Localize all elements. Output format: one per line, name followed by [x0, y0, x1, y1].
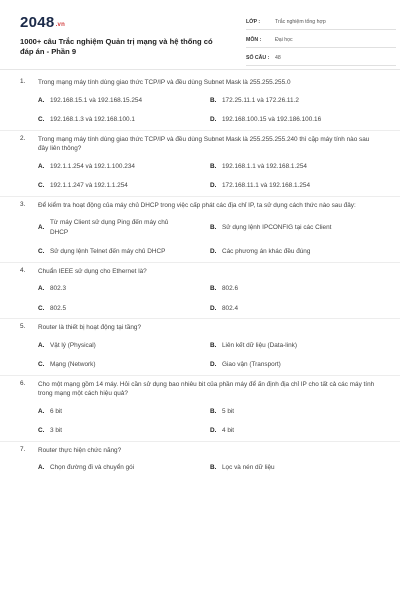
- option-text: 4 bit: [222, 427, 235, 434]
- option-c[interactable]: [38, 181, 210, 191]
- option-letter: B.: [210, 285, 217, 292]
- option-b[interactable]: [210, 96, 382, 106]
- option-text: Từ máy Client sử dụng Ping đến máy chủ DHCP: [50, 219, 169, 236]
- option-text: 802.4: [222, 304, 238, 312]
- option-letter: D.: [210, 304, 217, 312]
- option-b[interactable]: [210, 218, 382, 237]
- option-letter: B.: [210, 407, 217, 415]
- option-d[interactable]: [210, 304, 382, 314]
- option-letter: B.: [210, 464, 217, 471]
- option-d[interactable]: [210, 247, 382, 257]
- option-text: 172.25.11.1 và 172.26.11.2: [222, 96, 299, 104]
- question-divider: [0, 441, 400, 442]
- question-number: 1.: [20, 78, 26, 85]
- option-text: 192.1.1.247 và 192.1.1.254: [50, 182, 128, 189]
- question-list: [20, 78, 380, 483]
- option-text: Các phương án khác đều đúng: [222, 248, 311, 255]
- option-b[interactable]: [210, 162, 382, 172]
- question-5: [20, 323, 380, 370]
- question-number: 5.: [20, 323, 26, 330]
- question-2: [20, 135, 380, 191]
- question-text: Router thực hiện chức năng?: [38, 446, 122, 454]
- question-1: [20, 78, 380, 125]
- question-divider: [0, 262, 400, 263]
- meta-count-row: [246, 50, 396, 66]
- option-letter: B.: [210, 96, 217, 104]
- option-c[interactable]: [38, 360, 210, 370]
- page-title: 1000+ câu Trắc nghiệm Quản trị mạng và hệ thống có đáp án - Phần 9: [20, 37, 213, 56]
- option-letter: A.: [38, 285, 45, 292]
- option-d[interactable]: [210, 426, 382, 436]
- option-text: 192.168.1.1 và 192.168.1.254: [222, 162, 307, 170]
- option-a[interactable]: [38, 341, 210, 351]
- option-c[interactable]: [38, 115, 210, 125]
- option-letter: C.: [38, 304, 45, 312]
- option-b[interactable]: [210, 341, 382, 351]
- answer-options: [38, 463, 380, 473]
- option-text: 802.3: [50, 285, 66, 292]
- question-4: [20, 267, 380, 314]
- meta-value: Trắc nghiệm tổng hợp: [275, 18, 326, 25]
- meta-subject-row: [246, 32, 396, 48]
- option-c[interactable]: [38, 304, 210, 314]
- option-text: Liên kết dữ liệu (Data-link): [222, 341, 297, 349]
- option-letter: D.: [210, 116, 217, 123]
- option-letter: C.: [38, 427, 45, 434]
- option-text: Sử dụng lệnh Telnet đến máy chủ DHCP: [50, 248, 166, 255]
- question-text: Router là thiết bị hoạt động tại tầng?: [38, 324, 142, 331]
- option-a[interactable]: [38, 162, 210, 172]
- option-letter: A.: [38, 223, 45, 231]
- option-letter: C.: [38, 116, 45, 123]
- answer-options: [38, 341, 380, 370]
- option-text: 192.1.1.254 và 192.1.100.234: [50, 162, 135, 170]
- option-d[interactable]: [210, 360, 382, 370]
- site-logo[interactable]: 2048.vn: [20, 14, 66, 31]
- question-7: [20, 446, 380, 473]
- option-text: 172.168.11.1 và 192.168.1.254: [222, 182, 311, 189]
- option-c[interactable]: [38, 247, 210, 257]
- option-letter: D.: [210, 248, 217, 255]
- question-divider: [0, 318, 400, 319]
- question-text: Trong mạng máy tính dùng giao thức TCP/IP và đều dùng Subnet Mask là 255.255.255.0: [38, 79, 291, 86]
- option-text: Sử dụng lệnh IPCONFIG tại các Client: [222, 223, 332, 231]
- meta-label: LỚP :: [246, 18, 261, 25]
- question-divider: [0, 130, 400, 131]
- question-number: 6.: [20, 379, 26, 387]
- answer-options: [38, 284, 380, 313]
- option-letter: A.: [38, 96, 45, 104]
- meta-label: SỐ CÂU :: [246, 54, 270, 61]
- question-number: 2.: [20, 134, 26, 142]
- option-letter: A.: [38, 162, 45, 170]
- question-number: 3.: [20, 200, 26, 208]
- question-number: 7.: [20, 445, 26, 453]
- question-3: [20, 201, 380, 257]
- answer-options: [38, 96, 380, 125]
- header-divider: [0, 69, 400, 70]
- meta-class-row: [246, 14, 396, 30]
- question-text: Chuẩn IEEE sử dụng cho Ethernet là?: [38, 267, 147, 275]
- answer-options: [38, 162, 380, 191]
- option-text: 192.168.100.15 và 192.186.100.16: [222, 116, 322, 123]
- meta-value: 48: [275, 54, 281, 61]
- option-letter: D.: [210, 182, 217, 189]
- option-d[interactable]: [210, 115, 382, 125]
- option-b[interactable]: [210, 463, 382, 473]
- option-a[interactable]: [38, 463, 210, 473]
- answer-options: [38, 218, 380, 257]
- question-text: Cho một mạng gồm 14 máy. Hỏi cần sử dụng bao nhiêu bit của phần máy để ấn định địa chỉ IP cho tất cả các máy tính trong mạng một cách hiệu quả?: [38, 380, 375, 397]
- option-b[interactable]: [210, 284, 382, 294]
- option-b[interactable]: [210, 407, 382, 417]
- option-letter: C.: [38, 361, 45, 368]
- option-text: 802.6: [222, 285, 238, 292]
- option-d[interactable]: [210, 181, 382, 191]
- option-letter: B.: [210, 341, 217, 349]
- option-text: Chọn đường đi và chuyển gói: [50, 464, 135, 471]
- option-letter: A.: [38, 464, 45, 471]
- option-text: 192.168.1.3 và 192.168.100.1: [50, 116, 135, 123]
- option-text: Lọc và nén dữ liệu: [222, 464, 275, 471]
- question-text: Trong mạng máy tính dùng giao thức TCP/IP và đều dùng Subnet Mask là 255.255.255.240 thì cặp máy tính nào sau đây liên thông?: [38, 135, 370, 152]
- option-letter: B.: [210, 162, 217, 170]
- option-letter: D.: [210, 427, 217, 434]
- option-text: Giao vận (Transport): [222, 361, 281, 368]
- question-number: 4.: [20, 266, 26, 274]
- option-text: Mạng (Network): [50, 361, 96, 368]
- option-a[interactable]: [38, 284, 210, 294]
- option-text: 3 bit: [50, 427, 63, 434]
- quiz-meta: [246, 14, 396, 66]
- question-text: Để kiểm tra hoạt động của máy chủ DHCP trong việc cấp phát các địa chỉ IP, ta sử dụng cách thức nào sau đây:: [38, 201, 356, 209]
- option-a[interactable]: [38, 96, 210, 106]
- option-text: 802.5: [50, 304, 66, 312]
- question-divider: [0, 196, 400, 197]
- option-a[interactable]: [38, 407, 210, 417]
- meta-label: MÔN :: [246, 36, 262, 43]
- option-letter: D.: [210, 361, 217, 368]
- option-letter: A.: [38, 341, 45, 349]
- option-letter: B.: [210, 223, 217, 231]
- page-header: [20, 0, 380, 64]
- answer-options: [38, 407, 380, 436]
- question-6: [20, 380, 380, 436]
- option-letter: C.: [38, 248, 45, 255]
- option-a[interactable]: [38, 218, 210, 237]
- option-letter: A.: [38, 407, 45, 415]
- option-text: Vật lý (Physical): [50, 341, 96, 349]
- option-c[interactable]: [38, 426, 210, 436]
- question-divider: [0, 375, 400, 376]
- option-text: 5 bit: [222, 407, 235, 415]
- option-text: 6 bit: [50, 407, 63, 415]
- option-text: 192.168.15.1 và 192.168.15.254: [50, 96, 143, 104]
- meta-value: Đại học: [275, 36, 293, 43]
- option-letter: C.: [38, 182, 45, 189]
